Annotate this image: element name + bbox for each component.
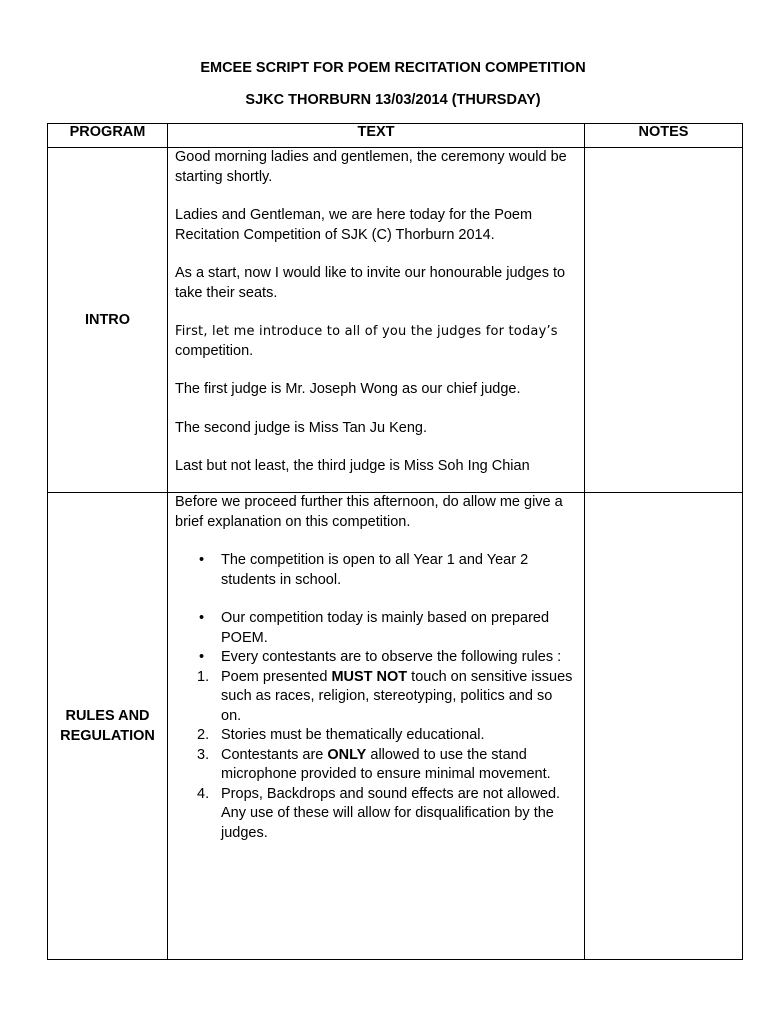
list-item: • Every contestants are to observe the following rules : [175, 648, 576, 668]
document-title: EMCEE SCRIPT FOR POEM RECITATION COMPETITION [200, 60, 586, 76]
bullet-marker: • [199, 552, 205, 568]
program-intro [48, 148, 168, 493]
text-rules-cell [168, 493, 585, 960]
emphasis: MUST NOT [331, 668, 408, 685]
intro-paragraph-part: First, let me introduce to all of you the judges for today’s [175, 324, 558, 339]
rules-bullet-list [175, 551, 576, 668]
script-table [47, 123, 743, 960]
intro-paragraph: The second judge is Miss Tan Ju Keng. [175, 419, 428, 436]
intro-paragraph-part: competition. [175, 342, 254, 359]
rules-numbered-list [175, 668, 576, 844]
list-number: 1. [197, 668, 210, 685]
bullet-marker: • [199, 610, 205, 626]
list-item: 2. Stories must be thematically educational. [175, 726, 576, 746]
header-notes: NOTES [585, 124, 743, 148]
notes-rules-cell [585, 493, 743, 960]
table-header-row [48, 124, 743, 148]
text-intro-cell [168, 148, 585, 493]
list-item: 4. Props, Backdrops and sound effects are not allowed. Any use of these will allow for disqualification by the judges. [197, 785, 561, 841]
list-number: 4. [197, 785, 210, 802]
header-program: PROGRAM [48, 124, 168, 148]
rules-lead-paragraph: Before we proceed further this afternoon, do allow me give a brief explanation on this competition. [175, 494, 563, 530]
table-row-intro [48, 148, 743, 493]
intro-paragraph [175, 322, 576, 361]
list-number: 2. [197, 727, 210, 743]
list-item: 3. Contestants are ONLY allowed to use the stand microphone provided to ensure minimal movement. [197, 746, 551, 782]
program-rules-label-line2: REGULATION [60, 728, 155, 744]
list-number: 3. [197, 746, 210, 763]
bullet-marker: • [199, 649, 205, 665]
intro-paragraph: Good morning ladies and gentlemen, the ceremony would be starting shortly. [175, 149, 567, 185]
intro-paragraph: Last but not least, the third judge is Miss Soh Ing Chian [175, 458, 530, 474]
list-item: • The competition is open to all Year 1 and Year 2 students in school. [199, 552, 529, 588]
program-intro-label: INTRO [84, 312, 131, 328]
list-item: • Our competition today is mainly based on prepared POEM. [199, 610, 550, 646]
emphasis: ONLY [327, 746, 367, 763]
intro-paragraph: Ladies and Gentleman, we are here today for the Poem Recitation Competition of SJK (C) Thorburn 2014. [175, 207, 533, 243]
table-row-rules [48, 493, 743, 960]
notes-intro-cell [585, 148, 743, 493]
list-item: 1. Poem presented MUST NOT touch on sensitive issues such as races, religion, stereotyping, politics and so on. [197, 668, 573, 724]
intro-paragraph: As a start, now I would like to invite our honourable judges to take their seats. [175, 265, 566, 301]
intro-paragraph: The first judge is Mr. Joseph Wong as our chief judge. [175, 381, 521, 397]
document-subtitle: SJKC THORBURN 13/03/2014 (THURSDAY) [245, 92, 541, 108]
program-rules-label-line1: RULES AND [65, 708, 150, 724]
program-rules [48, 493, 168, 960]
header-text: TEXT [168, 124, 585, 148]
